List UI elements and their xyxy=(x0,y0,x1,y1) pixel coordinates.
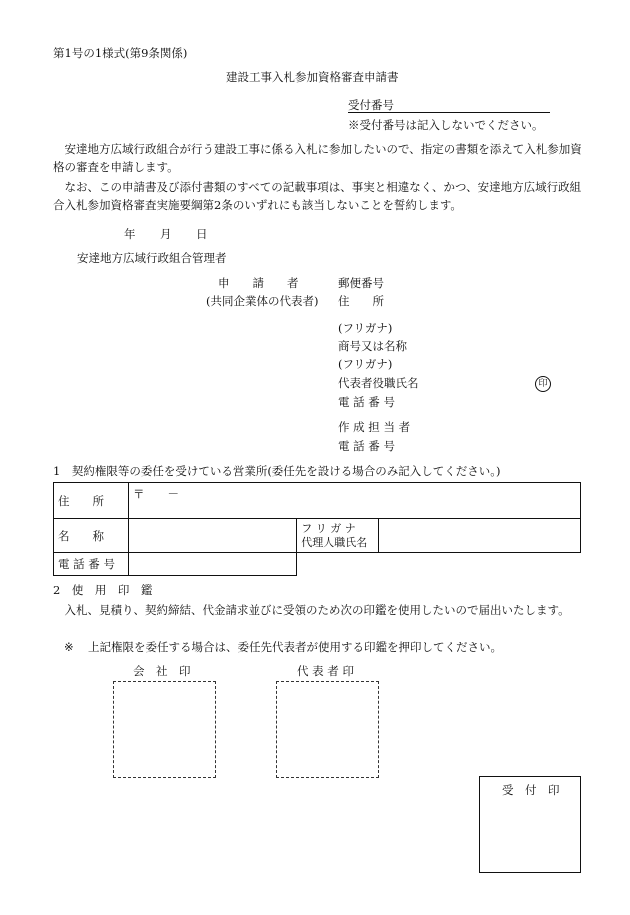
receipt-stamp-box[interactable] xyxy=(479,776,581,873)
applicant-title: 申 請 者 xyxy=(218,276,299,290)
furigana-label-2: (フリガナ) xyxy=(338,357,393,371)
rep-seal-box[interactable] xyxy=(276,681,379,778)
section-2-heading: 2 使 用 印 鑑 xyxy=(53,583,153,597)
company-seal-box[interactable] xyxy=(113,681,216,778)
address-label: 住 所 xyxy=(338,294,384,308)
agent-furigana-label: フ リ ガ ナ xyxy=(301,521,356,535)
date-year: 年 xyxy=(124,227,136,241)
form-label: 第1号の1様式(第9条関係) xyxy=(53,46,188,60)
receipt-number-label: 受付番号 xyxy=(348,98,394,112)
applicant-subtitle: (共同企業体の代表者) xyxy=(206,294,319,308)
note-mark: ※ xyxy=(64,640,74,654)
office-phone-field[interactable] xyxy=(129,553,297,576)
addressee: 安達地方広域行政組合管理者 xyxy=(77,251,227,265)
office-name-label: 名 称 xyxy=(54,519,129,553)
agent-name-label xyxy=(297,519,379,553)
seal-mark-icon: 印 xyxy=(535,376,551,392)
intro-paragraph-2: なお、この申請書及び添付書類のすべての記載事項は、事実と相違なく、かつ、安達地方広域行政組合入札参加資格審査実施要綱第2条のいずれにも該当しないことを誓約します。 xyxy=(53,180,582,212)
preparer-phone-label: 電 話 番 号 xyxy=(338,439,395,453)
office-address-label: 住 所 xyxy=(54,483,129,519)
section-2-text: 入札、見積り、契約締結、代金請求並びに受領のため次の印鑑を使用したいので届出いたします。 xyxy=(64,603,570,617)
phone-label: 電 話 番 号 xyxy=(338,395,395,409)
furigana-label-1: (フリガナ) xyxy=(338,321,393,335)
office-phone-label: 電 話 番 号 xyxy=(54,553,129,576)
preparer-label: 作 成 担 当 者 xyxy=(338,420,411,434)
agent-name-field[interactable] xyxy=(379,519,581,553)
intro-paragraph-1: 安達地方広域行政組合が行う建設工事に係る入札に参加したいので、指定の書類を添えて入札参加資格の審査を申請します。 xyxy=(53,142,582,174)
date-day: 日 xyxy=(196,227,208,241)
page-title: 建設工事入札参加資格審査申請書 xyxy=(226,70,399,84)
postal-code-label: 郵便番号 xyxy=(338,276,384,290)
agent-title-label: 代理人職氏名 xyxy=(301,535,368,549)
receipt-stamp-label: 受 付 印 xyxy=(502,783,560,797)
receipt-number-note: ※受付番号は記入しないでください。 xyxy=(348,118,544,132)
company-name-label: 商号又は名称 xyxy=(338,339,407,353)
office-address-field[interactable]: 〒 － xyxy=(129,483,581,519)
office-name-field[interactable] xyxy=(129,519,297,553)
receipt-number-line[interactable] xyxy=(348,112,550,113)
rep-seal-label: 代 表 者 印 xyxy=(297,664,354,678)
representative-label: 代表者役職氏名 xyxy=(338,376,419,390)
section-1-heading: 1 契約権限等の委任を受けている営業所(委任先を設ける場合のみ記入してください。) xyxy=(53,464,501,478)
company-seal-label: 会 社 印 xyxy=(133,664,191,678)
office-table xyxy=(53,482,581,576)
date-month: 月 xyxy=(160,227,172,241)
section-2-note: 上記権限を委任する場合は、委任先代表者が使用する印鑑を押印してください。 xyxy=(88,640,502,654)
